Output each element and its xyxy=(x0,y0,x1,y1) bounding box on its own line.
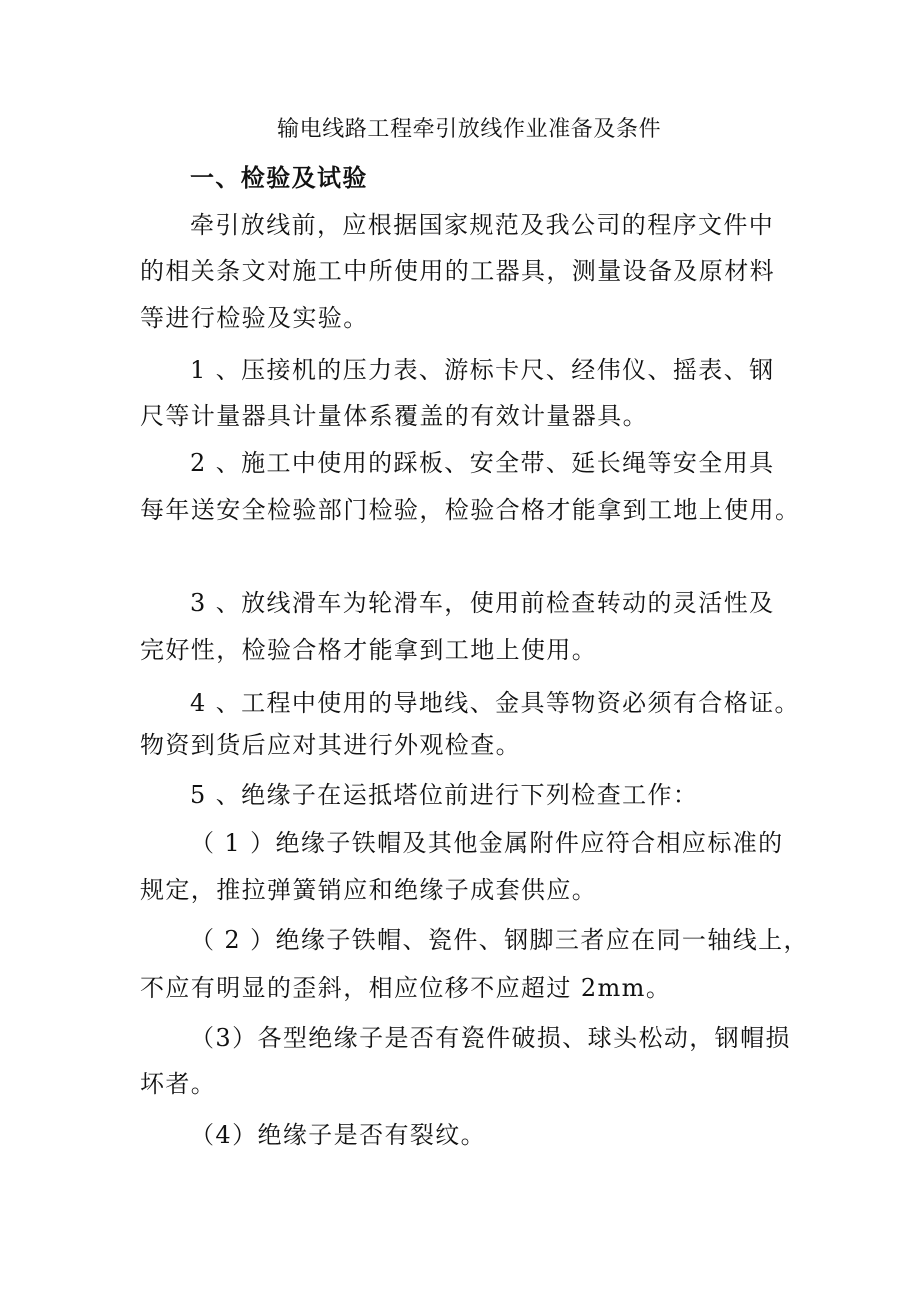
list-item-line: 3 、放线滑车为轮滑车，使用前检查转动的灵活性及 xyxy=(190,589,775,617)
document-title: 输电线路工程牵引放线作业准备及条件 xyxy=(277,117,662,142)
sub-item-line: （ 2 ）绝缘子铁帽、瓷件、钢脚三者应在同一轴线上， xyxy=(190,926,809,954)
paragraph-line: 等进行检验及实验。 xyxy=(140,304,369,332)
list-item-line: 物资到货后应对其进行外观检查。 xyxy=(140,731,521,759)
list-item-line: 每年送安全检验部门检验，检验合格才能拿到工地上使用。 xyxy=(140,496,801,524)
sub-item-line: 规定，推拉弹簧销应和绝缘子成套供应。 xyxy=(140,876,598,904)
section-heading: 一、检验及试验 xyxy=(190,164,368,192)
list-item-line: 尺等计量器具计量体系覆盖的有效计量器具。 xyxy=(140,402,648,430)
list-item-line: 4 、工程中使用的导地线、金具等物资必须有合格证。 xyxy=(190,689,800,717)
sub-item-line: 坏者。 xyxy=(140,1070,217,1098)
list-item-line: 1 、压接机的压力表、游标卡尺、经伟仪、摇表、钢 xyxy=(190,356,775,384)
sub-item-line: 不应有明显的歪斜，相应位移不应超过 2mm。 xyxy=(140,974,672,1002)
list-item-line: 2 、施工中使用的踩板、安全带、延长绳等安全用具 xyxy=(190,449,775,477)
sub-item-line: （4）绝缘子是否有裂纹。 xyxy=(190,1121,487,1149)
paragraph-line: 牵引放线前，应根据国家规范及我公司的程序文件中 xyxy=(190,211,775,239)
list-item-line: 完好性，检验合格才能拿到工地上使用。 xyxy=(140,636,598,664)
sub-item-line: （3）各型绝缘子是否有瓷件破损、球头松动，钢帽损 xyxy=(190,1024,791,1052)
list-item-line: 5 、绝缘子在运抵塔位前进行下列检查工作： xyxy=(190,781,699,809)
sub-item-line: （ 1 ）绝缘子铁帽及其他金属附件应符合相应标准的 xyxy=(190,829,784,857)
paragraph-line: 的相关条文对施工中所使用的工器具，测量设备及原材料 xyxy=(140,257,775,285)
